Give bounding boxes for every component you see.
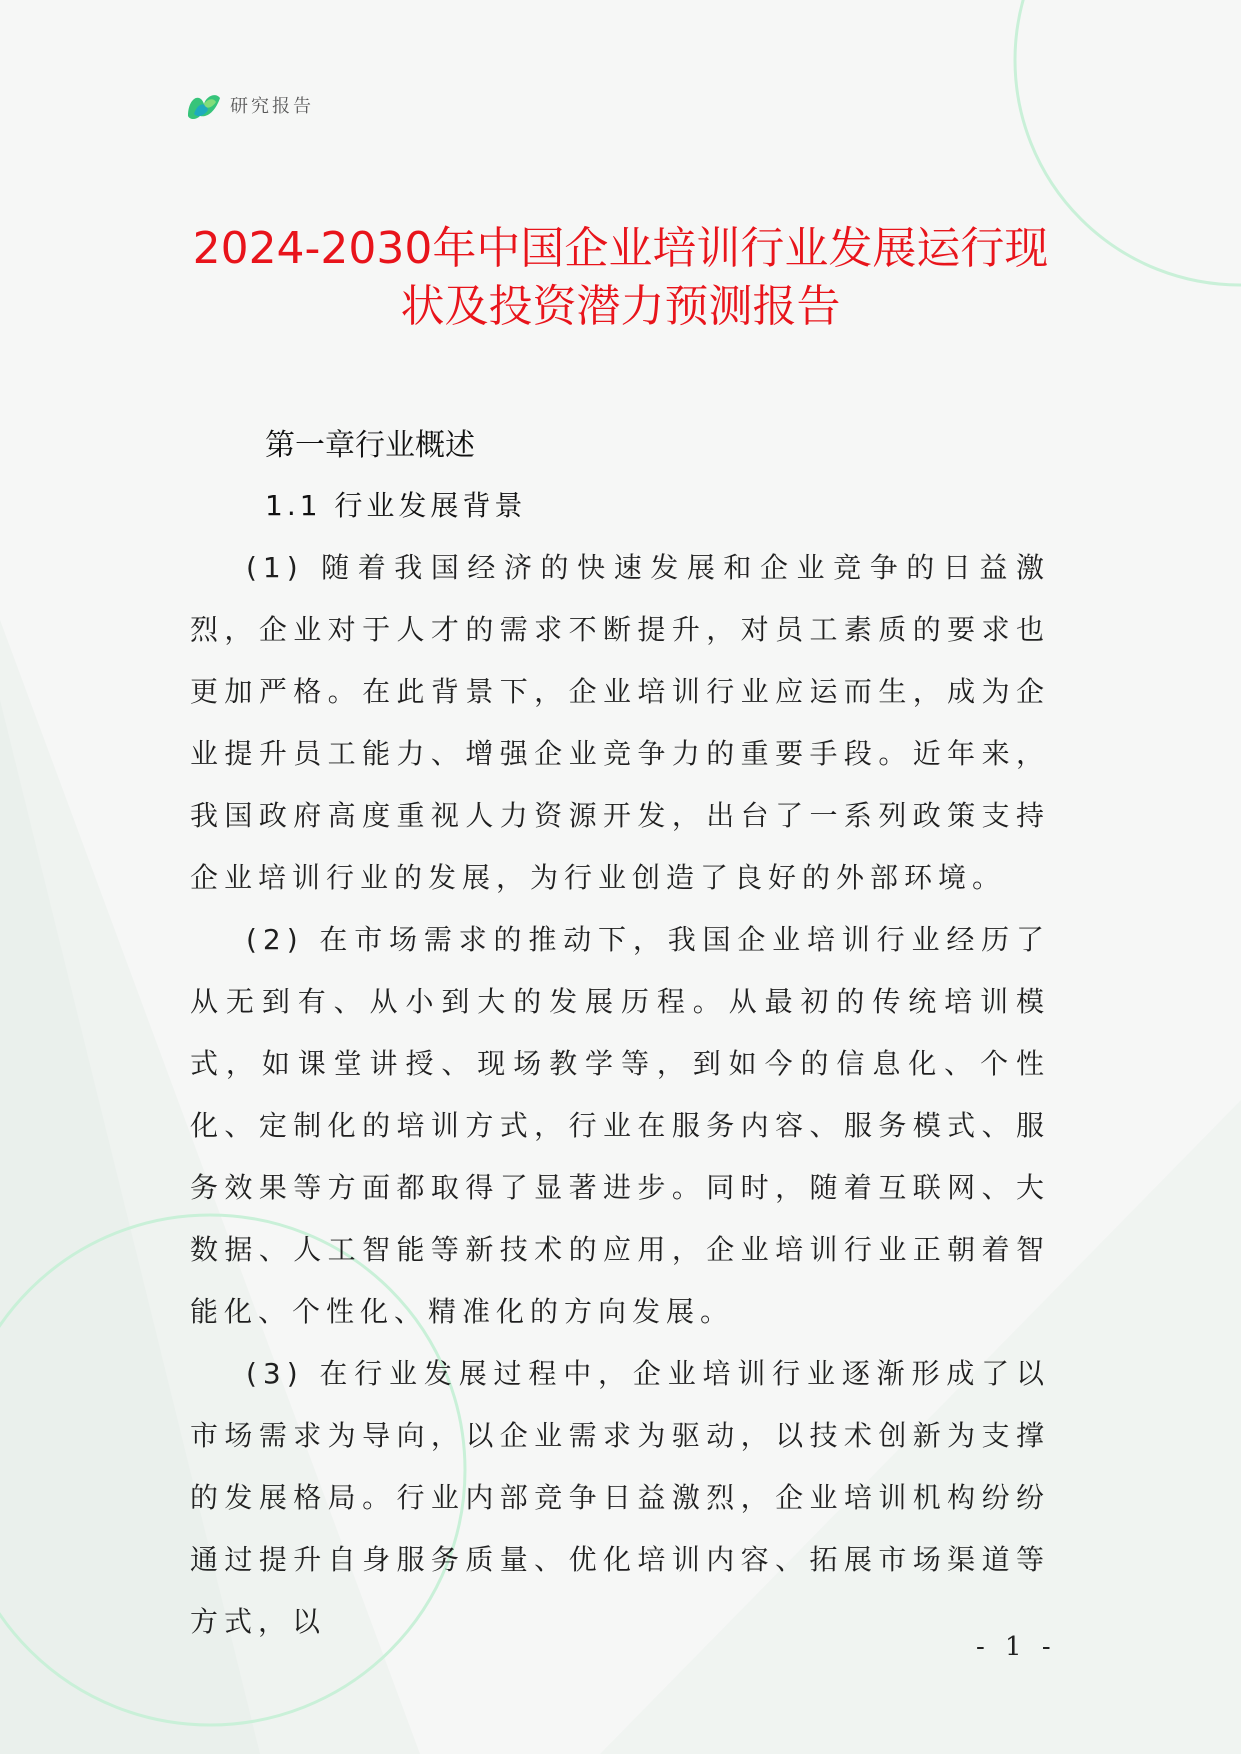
leaf-logo-icon	[186, 88, 222, 122]
brand-header	[186, 88, 314, 122]
report-title-line-2: 状及投资潜力预测报告	[400, 281, 841, 332]
brand-label: 研究报告	[230, 96, 314, 117]
report-title-line-1: 2024-2030年中国企业培训行业发展运行现	[192, 223, 1049, 274]
paragraph-1: (1) 随着我国经济的快速发展和企业竞争的日益激烈，企业对于人才的需求不断提升，对员工素质的要求也更加严格。在此背景下，企业培训行业应运而生，成为企业提升员工能力、增强企业竞争力的重要手段。近年来，我国政府高度重视人力资源开发，出台了一系列政策支持企业培训行业的发展，为行业创造了良好的外部环境。	[190, 551, 1050, 894]
chapter-heading: 第一章行业概述	[265, 428, 475, 463]
report-title	[140, 220, 1101, 336]
paragraph-2: (2) 在市场需求的推动下，我国企业培训行业经历了从无到有、从小到大的发展历程。从最初的传统培训模式，如课堂讲授、现场教学等，到如今的信息化、个性化、定制化的培训方式，行业在服务内容、服务模式、服务效果等方面都取得了显著进步。同时，随着互联网、大数据、人工智能等新技术的应用，企业培训行业正朝着智能化、个性化、精准化的方向发展。	[190, 923, 1050, 1328]
paragraph-3: (3) 在行业发展过程中，企业培训行业逐渐形成了以市场需求为导向，以企业需求为驱动，以技术创新为支撑的发展格局。行业内部竞争日益激烈，企业培训机构纷纷通过提升自身服务质量、优化培训内容、拓展市场渠道等方式，以	[190, 1357, 1050, 1638]
page-number: - 1 -	[976, 1632, 1057, 1662]
body-text	[190, 537, 1050, 1653]
section-heading: 1.1 行业发展背景	[265, 489, 527, 522]
